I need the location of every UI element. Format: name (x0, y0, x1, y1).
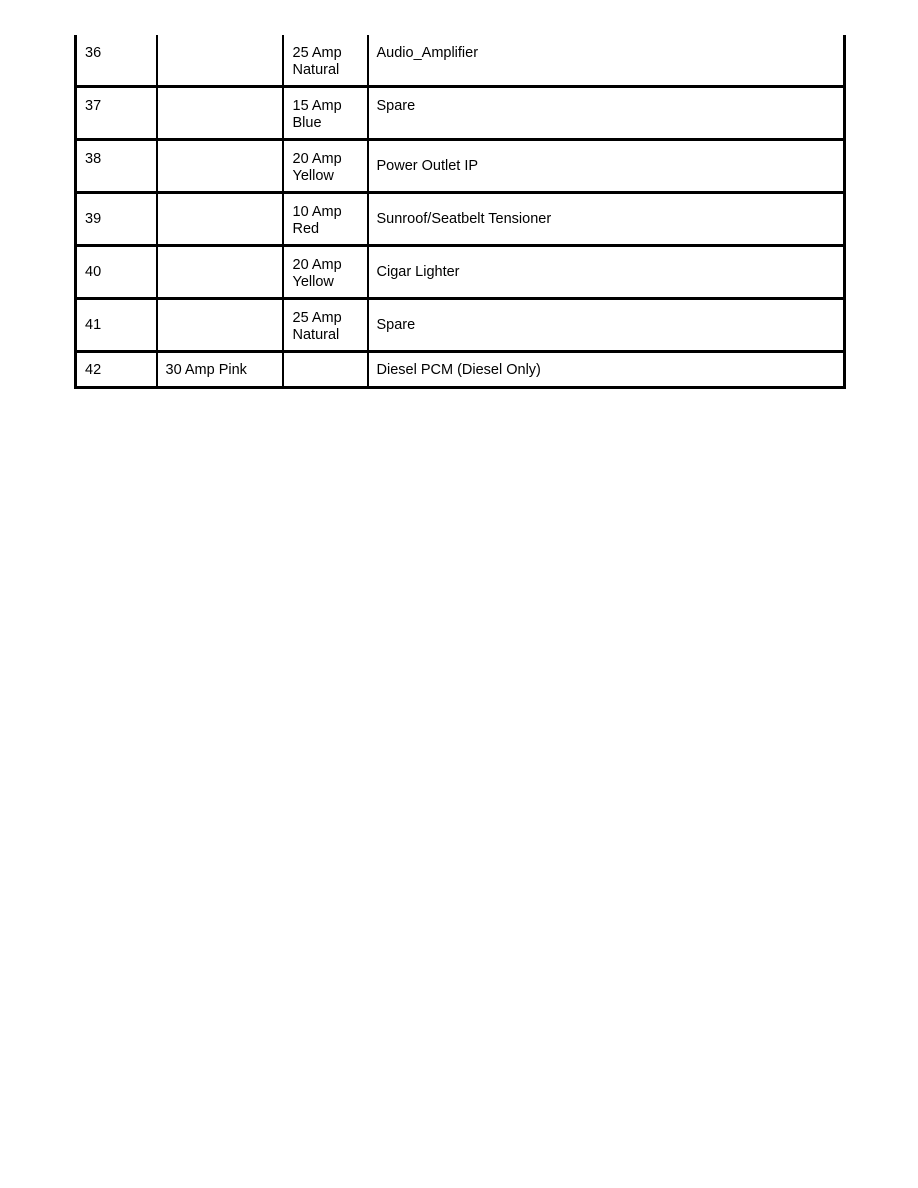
cavity-number: 39 (76, 193, 157, 246)
mini-fuse-color: Red (292, 221, 320, 237)
mini-fuse-color: Blue (292, 115, 322, 131)
table-row (76, 140, 845, 193)
mini-fuse (283, 193, 368, 246)
mini-fuse-amps: 20 Amp (292, 151, 342, 167)
circuit-description (368, 246, 845, 299)
mini-fuse (283, 352, 368, 388)
cartridge-fuse (157, 140, 283, 193)
cavity-number: 37 (76, 87, 157, 140)
table-row (76, 87, 845, 140)
mini-fuse-amps: 20 Amp (292, 257, 342, 273)
mini-fuse-amps: 15 Amp (292, 98, 342, 114)
circuit-description: Spare (368, 87, 845, 140)
mini-fuse-color: Yellow (292, 168, 334, 184)
cavity-number: 41 (76, 299, 157, 352)
cartridge-fuse (157, 246, 283, 299)
cartridge-fuse (157, 87, 283, 140)
circuit-text: Sunroof/Seatbelt Tensioner (376, 210, 552, 227)
circuit-text: Cigar Lighter (376, 263, 460, 280)
mini-fuse-amps: 25 Amp (292, 45, 342, 61)
mini-fuse-color: Natural (292, 62, 340, 78)
table-row (76, 246, 845, 299)
table-row (76, 193, 845, 246)
circuit-description: Audio_Amplifier (368, 35, 845, 87)
circuit-description (368, 140, 845, 193)
table-row (76, 299, 845, 352)
table-row (76, 352, 845, 388)
circuit-description (368, 193, 845, 246)
mini-fuse (283, 87, 368, 140)
circuit-text: Power Outlet IP (376, 157, 479, 174)
table-row (76, 35, 845, 87)
cavity-number: 36 (76, 35, 157, 87)
mini-fuse (283, 299, 368, 352)
mini-fuse-color: Natural (292, 327, 340, 343)
cartridge-fuse (157, 35, 283, 87)
cartridge-fuse (157, 193, 283, 246)
circuit-description (368, 299, 845, 352)
cavity-number: 40 (76, 246, 157, 299)
mini-fuse-amps: 10 Amp (292, 204, 342, 220)
mini-fuse (283, 140, 368, 193)
mini-fuse-color: Yellow (292, 274, 334, 290)
circuit-description: Diesel PCM (Diesel Only) (376, 362, 541, 378)
mini-fuse (283, 246, 368, 299)
mini-fuse (283, 35, 368, 87)
cartridge-fuse (157, 299, 283, 352)
cavity-number: 42 (76, 352, 157, 388)
fuse-table (74, 35, 846, 389)
mini-fuse-amps: 25 Amp (292, 310, 342, 326)
cavity-number: 38 (76, 140, 157, 193)
circuit-text: Spare (376, 316, 416, 333)
cartridge-fuse: 30 Amp Pink (157, 352, 283, 388)
